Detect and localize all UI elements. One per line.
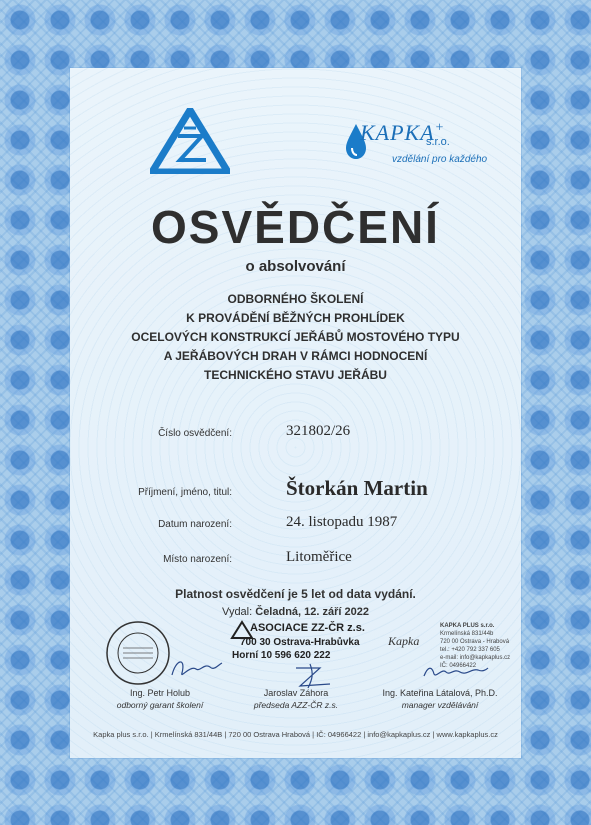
signatory-role: předseda AZZ-ČR z.s. <box>253 700 339 710</box>
course-line: K PROVÁDĚNÍ BĚŽNÝCH PROHLÍDEK <box>186 311 405 325</box>
kapka-tagline: vzdělání pro každého <box>392 154 488 165</box>
signatory-name: Jaroslav Záhora <box>263 688 329 698</box>
name-label: Příjmení, jméno, titul: <box>138 487 232 498</box>
course-line: ODBORNÉHO ŠKOLENÍ <box>227 292 364 306</box>
signatory-name: Ing. Kateřina Látalová, Ph.D. <box>382 688 498 698</box>
certificate-number-label: Číslo osvědčení: <box>158 428 232 439</box>
certificate-subtitle: o absolvování <box>245 258 346 275</box>
signature-zahora-icon <box>290 660 340 690</box>
signatory-name: Ing. Petr Holub <box>129 688 191 698</box>
kapka-stamp-text: KAPKA PLUS s.r.o. Krmelínská 831/44b 720 00 Ostrava - Hrabová tel.: +420 792 337 605 e-mail: info@kapkaplus.cz IČ: 04966422 <box>440 623 511 669</box>
association-address: Horní 10 596 620 222 <box>232 650 331 661</box>
signature-holub-icon <box>166 653 226 683</box>
kapka-stamp-logo: Kapka <box>388 634 420 648</box>
association-address: 700 30 Ostrava-Hrabůvka <box>240 637 360 648</box>
signature-latalova-icon <box>420 660 490 682</box>
certificate-body <box>70 68 521 758</box>
dob-label: Datum narození: <box>158 519 232 530</box>
certificate-title: OSVĚDČENÍ <box>151 201 440 253</box>
issued-line <box>70 606 521 618</box>
dob-value: 24. listopadu 1987 <box>286 514 398 530</box>
kapka-brand-name: KAPKA+ <box>360 120 446 145</box>
round-certification-stamp-icon <box>105 620 171 686</box>
footer-contact: Kapka plus s.r.o. | Krmelínská 831/44B | 720 00 Ostrava Hrabová | IČ: 04966422 | info@kapkaplus.cz | www.kapkaplus.cz <box>93 730 498 739</box>
certificate-number-value: 321802/26 <box>286 423 351 439</box>
association-name: ASOCIACE ZZ-ČR z.s. <box>250 622 365 634</box>
issued-prefix: Vydal: <box>222 606 256 618</box>
pob-label: Místo narození: <box>163 554 232 565</box>
course-line: A JEŘÁBOVÝCH DRAH V RÁMCI HODNOCENÍ <box>163 349 428 363</box>
pob-value: Litoměřice <box>286 549 352 565</box>
registered-mark: ® <box>218 156 224 165</box>
course-line: OCELOVÝCH KONSTRUKCÍ JEŘÁBŮ MOSTOVÉHO TYPU <box>131 330 460 344</box>
signatory-role: manager vzdělávání <box>401 700 479 710</box>
issued-value: Čeladná, 12. září 2022 <box>255 606 369 618</box>
validity-statement: Platnost osvědčení je 5 let od data vydání. <box>175 587 416 601</box>
course-description <box>70 290 521 385</box>
name-value: Štorkán Martin <box>286 476 428 500</box>
course-line: TECHNICKÉHO STAVU JEŘÁBU <box>204 368 387 382</box>
kapka-sro: s.r.o. <box>426 136 450 148</box>
signatory-role: odborný garant školení <box>116 700 204 710</box>
